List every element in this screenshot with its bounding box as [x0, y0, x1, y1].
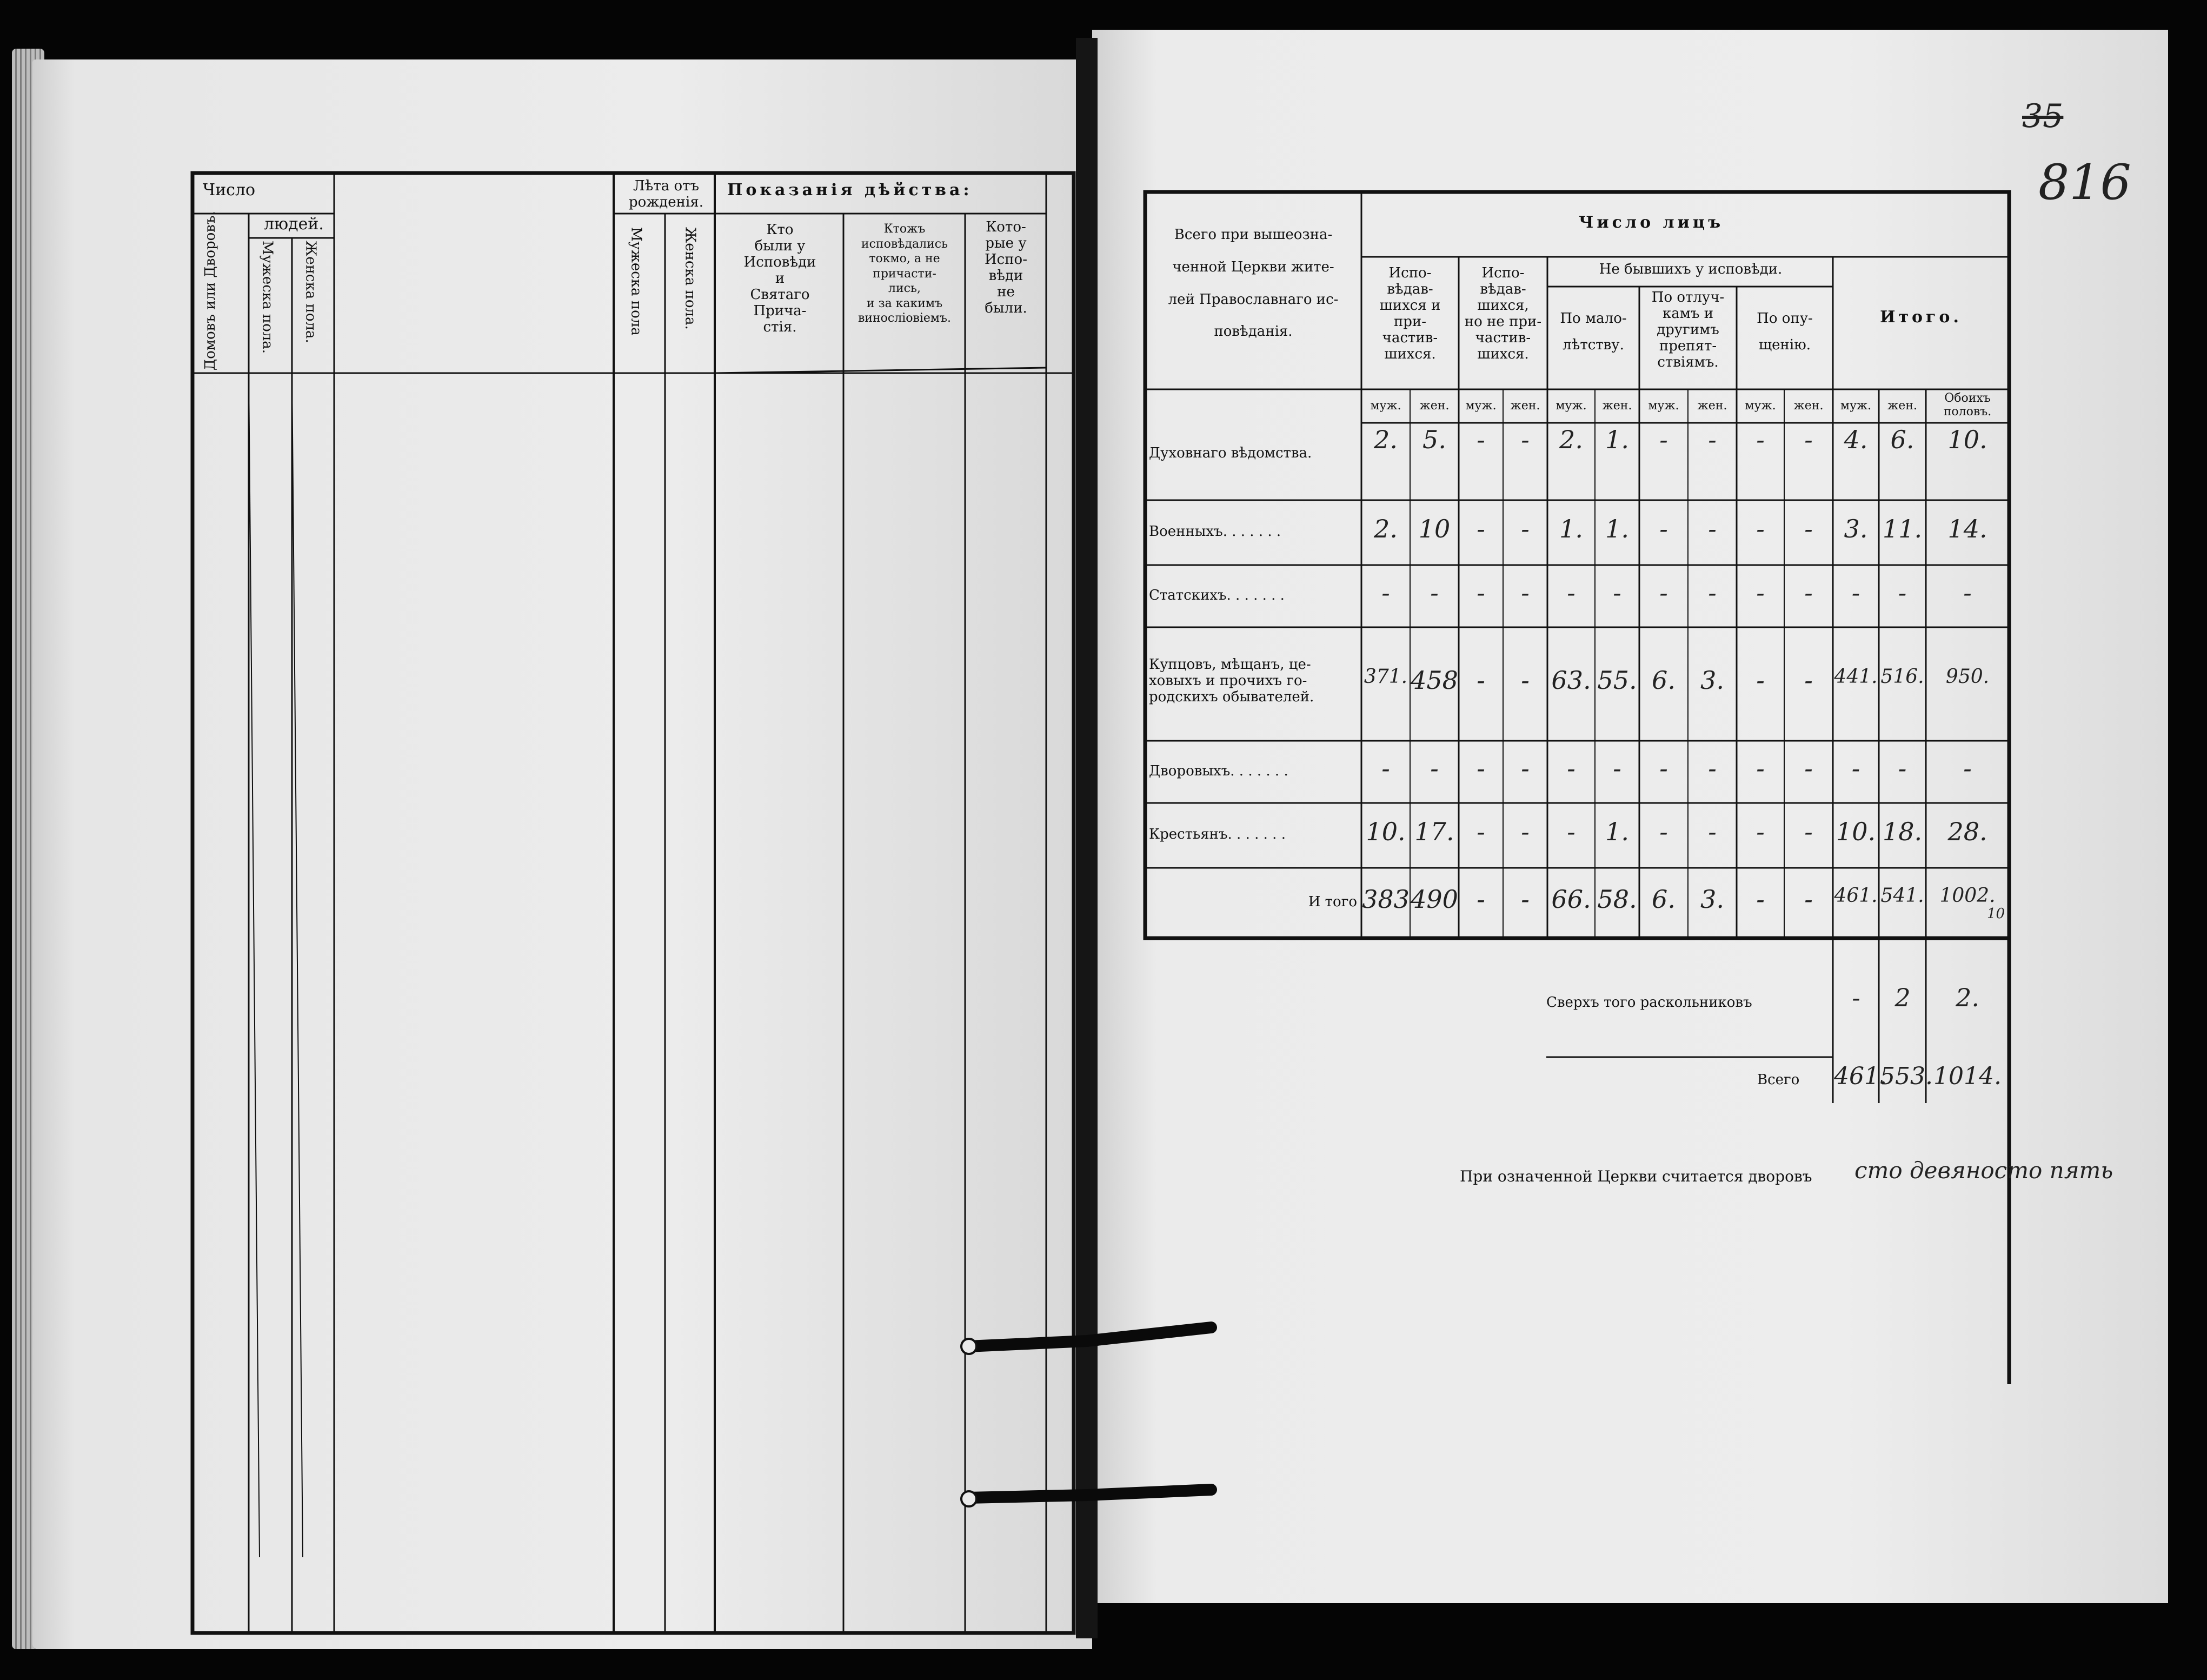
table-cell: 461.	[1834, 885, 1878, 907]
subheader-male: муж.	[1370, 399, 1401, 413]
table-cell: -	[1659, 577, 1668, 607]
footer-label: При означенной Церкви считается дворовъ	[1460, 1167, 1812, 1185]
vsego-both: 1014.	[1933, 1063, 2002, 1090]
vsego-male: 461.	[1834, 1063, 1887, 1090]
table-cell: -	[1521, 817, 1530, 846]
sverh-label: Сверхъ того раскольниковъ	[1546, 994, 1752, 1011]
subheader-female: жен.	[1419, 399, 1450, 413]
table-cell: 2.	[1559, 425, 1583, 454]
table-cell: 18.	[1882, 817, 1923, 846]
table-cell: -	[1708, 753, 1717, 783]
table-cell: 4.	[1844, 425, 1868, 454]
subheader-male: муж.	[1465, 399, 1497, 413]
left-header-male: Мужеска пола.	[259, 241, 276, 354]
old-page-number: 35	[2022, 97, 2064, 135]
subheader-female: жен.	[1510, 399, 1540, 413]
table-cell: 10	[1418, 514, 1451, 543]
table-cell: -	[1756, 577, 1765, 607]
sverh-female: 2	[1894, 983, 1911, 1012]
table-cell: -	[1521, 885, 1530, 914]
left-header-col2: Ктожъ исповѣдались токмо, а не причасти- лись, и за какимъ виносліовіемъ.	[857, 222, 952, 325]
sverh-both: 2.	[1956, 983, 1979, 1012]
left-header-col3: Кото- рые у Испо- вѣди не были.	[984, 219, 1027, 316]
table-cell: 3.	[1700, 885, 1724, 914]
table-cell: 458	[1411, 666, 1458, 695]
table-cell: 10.	[1947, 425, 1987, 454]
left-header-female: Женска пола.	[302, 241, 319, 343]
table-cell: -	[1430, 577, 1439, 607]
table-cell: -	[1659, 425, 1668, 454]
table-cell: 10.	[1836, 817, 1876, 846]
table-cell: -	[1898, 577, 1907, 607]
table-cell: 1002.	[1939, 885, 1996, 907]
table-cell: 2.	[1374, 425, 1398, 454]
right-header-not-at-confession: Не бывшихъ у исповѣди.	[1599, 261, 1783, 277]
table-cell: -	[1521, 753, 1530, 783]
table-cell: -	[1477, 577, 1485, 607]
table-cell: -	[1381, 753, 1390, 783]
table-cell: 383	[1362, 885, 1410, 914]
right-header-negligence: По опу- щенію.	[1757, 310, 1813, 354]
table-cell: -	[1521, 425, 1530, 454]
subheader-female: жен.	[1793, 399, 1824, 413]
table-cell: -	[1898, 753, 1907, 783]
subheader-female: жен.	[1602, 399, 1632, 413]
table-cell: -	[1804, 425, 1813, 454]
right-header-number-persons: Число лицъ	[1579, 213, 1724, 232]
table-cell: -	[1613, 577, 1621, 607]
table-cell: 516.	[1880, 666, 1924, 688]
table-cell: -	[1804, 514, 1813, 543]
left-header-actions: Показанія дѣйства:	[727, 181, 973, 200]
table-cell: -	[1381, 577, 1390, 607]
subheader-male: муж.	[1555, 399, 1587, 413]
table-cell: -	[1963, 577, 1972, 607]
table-cell: -	[1659, 514, 1668, 543]
right-header-minors: По мало- лѣтству.	[1560, 310, 1627, 354]
table-cell: -	[1804, 666, 1813, 695]
table-cell: -	[1963, 753, 1972, 783]
row-label: И того	[1308, 894, 1357, 910]
table-cell: -	[1477, 514, 1485, 543]
page-number: 816	[2038, 154, 2131, 211]
table-cell: -	[1804, 885, 1813, 914]
table-cell: 441.	[1834, 666, 1878, 688]
row-label: Духовнаго вѣдомства.	[1149, 445, 1312, 461]
subheader-male: муж.	[1745, 399, 1776, 413]
table-cell: 6.	[1890, 425, 1914, 454]
right-header-total-label: Всего при вышеозна- ченной Церкви жите- лей Православнаго ис- повѣданія.	[1168, 227, 1339, 340]
left-header-age-female: Женска пола.	[682, 227, 699, 330]
table-cell: -	[1613, 753, 1621, 783]
table-cell: -	[1708, 425, 1717, 454]
subheader-both: Обоихъ половъ.	[1943, 391, 1992, 419]
table-cell: 58.	[1597, 885, 1637, 914]
row-label: Дворовыхъ. . . . . . .	[1149, 762, 1288, 779]
left-header-people: людей.	[264, 215, 324, 234]
table-cell: -	[1756, 885, 1765, 914]
left-header-age: Лѣта отъ рожденія.	[629, 178, 703, 210]
table-cell: -	[1804, 817, 1813, 846]
left-header-age-male: Мужеска пола	[628, 227, 644, 336]
table-cell: -	[1708, 817, 1717, 846]
table-cell: -	[1804, 577, 1813, 607]
table-cell: -	[1477, 753, 1485, 783]
table-cell: 490	[1411, 885, 1458, 914]
table-cell: 17.	[1414, 817, 1454, 846]
table-cell: 1.	[1605, 425, 1629, 454]
row-label: Статскихъ. . . . . . .	[1149, 587, 1285, 603]
table-cell: -	[1521, 514, 1530, 543]
table-cell: -	[1567, 817, 1576, 846]
table-cell: 950.	[1945, 666, 1990, 688]
subheader-female: жен.	[1697, 399, 1727, 413]
table-cell: -	[1804, 753, 1813, 783]
table-cell: 1.	[1559, 514, 1583, 543]
table-cell: -	[1756, 817, 1765, 846]
table-cell: 28.	[1947, 817, 1987, 846]
vsego-label: Всего	[1757, 1072, 1800, 1088]
left-header-houses: Домовъ или Дворовъ.	[202, 211, 218, 370]
table-cell: -	[1567, 577, 1576, 607]
right-header-itogo: Итого.	[1880, 308, 1962, 327]
table-cell: 14.	[1947, 514, 1987, 543]
table-cell: 11.	[1882, 514, 1923, 543]
left-header-number: Число	[203, 181, 256, 200]
table-cell: 1.	[1605, 817, 1629, 846]
table-cell: -	[1756, 514, 1765, 543]
right-header-confessed-not: Испо- вѣдав- шихся, но не при- частив- шихся.	[1464, 265, 1542, 362]
sverh-male: -	[1852, 983, 1860, 1012]
table-cell: -	[1477, 666, 1485, 695]
table-cell: 55.	[1597, 666, 1637, 695]
table-cell: -	[1477, 817, 1485, 846]
table-cell: 3.	[1700, 666, 1724, 695]
table-cell: 6.	[1652, 666, 1676, 695]
table-cell: -	[1756, 753, 1765, 783]
table-cell: 541.	[1880, 885, 1924, 907]
footer-value: сто девяносто пять	[1854, 1157, 2113, 1184]
table-cell: -	[1708, 577, 1717, 607]
table-cell: 2.	[1374, 514, 1398, 543]
row-label: Крестьянъ. . . . . . .	[1149, 826, 1286, 842]
right-header-absence: По отлуч- камъ и другимъ препят- ствіямъ.	[1651, 289, 1725, 370]
table-cell: -	[1430, 753, 1439, 783]
subheader-male: муж.	[1840, 399, 1872, 413]
subheader-female: жен.	[1887, 399, 1917, 413]
table-cell: -	[1756, 666, 1765, 695]
table-cell: -	[1477, 425, 1485, 454]
row-label: Купцовъ, мѣщанъ, це- ховыхъ и прочихъ го- родскихъ обывателей.	[1149, 656, 1314, 705]
table-cell: -	[1521, 577, 1530, 607]
table-cell: -	[1851, 577, 1860, 607]
table-cell: 5.	[1422, 425, 1446, 454]
table-cell: -	[1756, 425, 1765, 454]
table-cell: 63.	[1551, 666, 1591, 695]
table-cell: 6.	[1652, 885, 1676, 914]
table-cell: -	[1851, 753, 1860, 783]
table-cell: 10.	[1366, 817, 1406, 846]
table-cell: -	[1567, 753, 1576, 783]
margin-note: 10	[1987, 906, 2005, 922]
table-cell: -	[1659, 753, 1668, 783]
left-header-col1: Кто были у Исповѣди и Святаго Прича- стія.	[743, 222, 816, 335]
table-cell: -	[1477, 885, 1485, 914]
vsego-female: 553.	[1880, 1063, 1933, 1090]
table-cell: -	[1521, 666, 1530, 695]
table-cell: 371.	[1364, 666, 1408, 688]
right-header-confessed: Испо- вѣдав- шихся и при- частив- шихся.	[1379, 265, 1441, 362]
table-cell: 1.	[1605, 514, 1629, 543]
table-cell: 66.	[1551, 885, 1591, 914]
row-label: Военныхъ. . . . . . .	[1149, 523, 1281, 540]
table-cell: 3.	[1844, 514, 1868, 543]
subheader-male: муж.	[1648, 399, 1679, 413]
table-cell: -	[1659, 817, 1668, 846]
table-cell: -	[1708, 514, 1717, 543]
